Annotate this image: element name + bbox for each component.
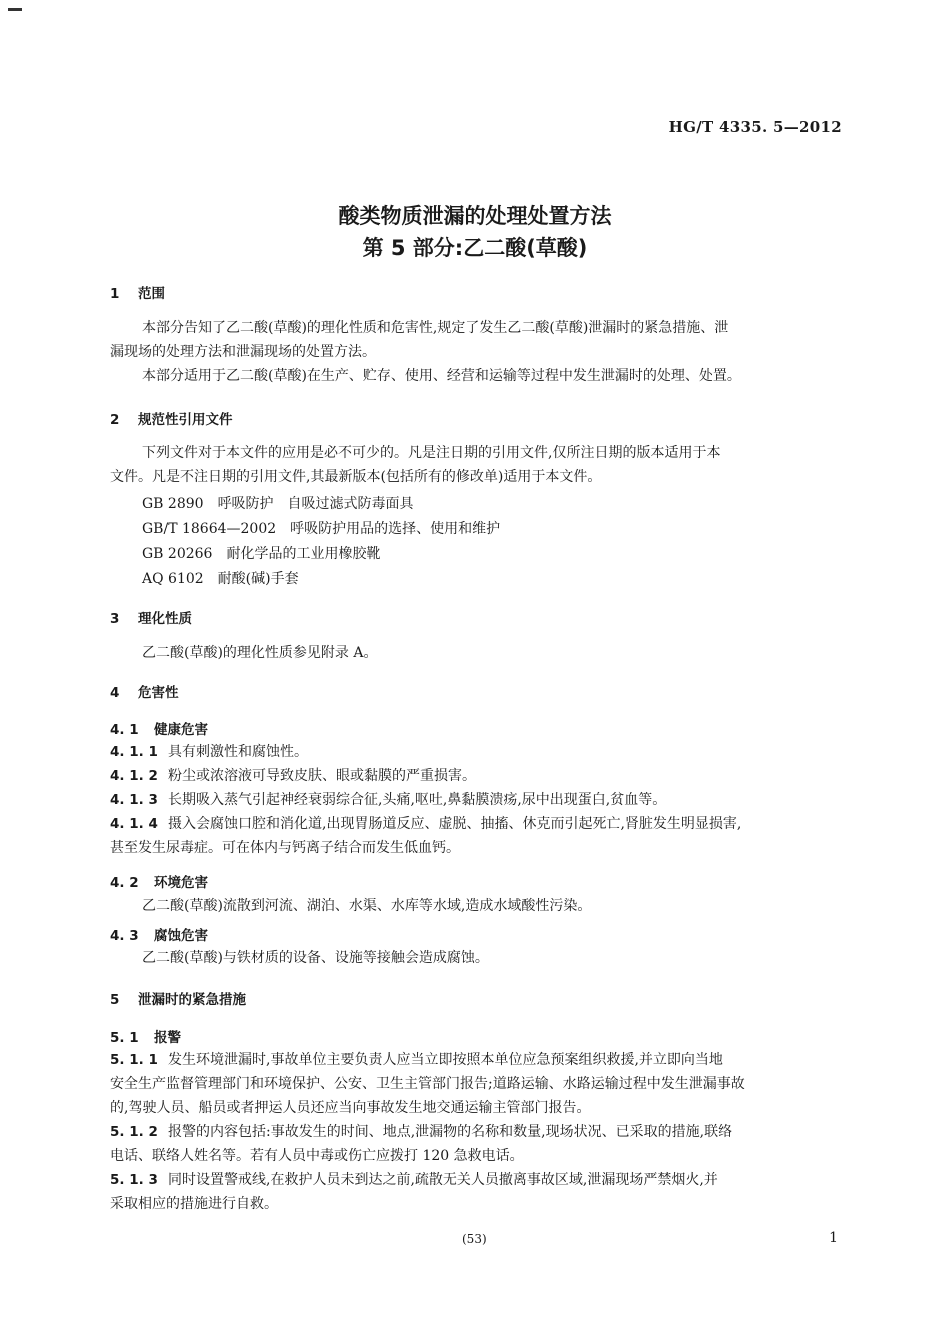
section-2-body: 下列文件对于本文件的应用是必不可少的。凡是注日期的引用文件,仅所注日期的版本适用于本 文件。凡是不注日期的引用文件,其最新版本(包括所有的修改单)适用于本文件。 [110,445,721,485]
section-3-body: 乙二酸(草酸)的理化性质参见附录 A。 [142,645,378,661]
reference-item: AQ 6102 耐酸(碱)手套 [142,571,299,587]
footer-page-number: 1 [829,1230,838,1246]
reference-item: GB 20266 耐化学品的工业用橡胶靴 [142,546,381,562]
section-5-heading: 5 泄漏时的紧急措施 [110,992,246,1008]
reference-item: GB/T 18664—2002 呼吸防护用品的选择、使用和维护 [142,521,501,537]
section-4-3-heading: 4. 3 腐蚀危害 [110,928,208,944]
document-subtitle: 第 5 部分:乙二酸(草酸) [362,236,588,260]
standard-code: HG/T 4335. 5—2012 [668,118,842,136]
section-5-1-items: 5. 1. 1 发生环境泄漏时,事故单位主要负责人应当立即按照本单位应急预案组织救援,并立即向当地 安全生产监督管理部门和环境保护、公安、卫生主管部门报告;道路运输、水路运输过程中发生泄漏事故 的,驾驶人员、船员或者押运人员还应当向事故发生地交通运输主管部门报告。 5. 1. 2 报警的内容包括:事故发生的时间、地点,泄漏物的名称和数量,现场状况、已采取的措施,联络 电话、联络人姓名等。若有人员中毒或伤亡应拨打 120 急救电话。 5. 1. 3 同时设置警戒线,在救护人员未到达之前,疏散无关人员撤离事故区域,泄漏现场严禁烟火,并 采取相应的措施进行自救。 [110,1052,745,1212]
footer-page-ref: (53) [462,1232,487,1246]
document-title: 酸类物质泄漏的处理处置方法 [338,204,612,228]
section-4-3-body: 乙二酸(草酸)与铁材质的设备、设施等接触会造成腐蚀。 [142,950,489,966]
section-4-2-heading: 4. 2 环境危害 [110,875,208,891]
reference-item: GB 2890 呼吸防护 自吸过滤式防毒面具 [142,496,414,512]
section-3-heading: 3 理化性质 [110,611,192,627]
section-4-1-heading: 4. 1 健康危害 [110,722,208,738]
scan-mark [8,8,22,11]
section-1-heading: 1 范围 [110,286,165,302]
section-4-2-body: 乙二酸(草酸)流散到河流、湖泊、水渠、水库等水域,造成水域酸性污染。 [142,898,592,914]
section-2-heading: 2 规范性引用文件 [110,412,233,428]
section-4-heading: 4 危害性 [110,685,179,701]
section-1-body: 本部分告知了乙二酸(草酸)的理化性质和危害性,规定了发生乙二酸(草酸)泄漏时的紧急措施、泄 漏现场的处理方法和泄漏现场的处置方法。 本部分适用于乙二酸(草酸)在生产、贮存、使用、经营和运输等过程中发生泄漏时的处理、处置。 [110,320,741,384]
section-5-1-heading: 5. 1 报警 [110,1030,181,1046]
section-4-1-items: 4. 1. 1 具有刺激性和腐蚀性。 4. 1. 2 粉尘或浓溶液可导致皮肤、眼或黏膜的严重损害。 4. 1. 3 长期吸入蒸气引起神经衰弱综合征,头痛,呕吐,鼻黏膜溃疡,尿中出现蛋白,贫血等。 4. 1. 4 摄入会腐蚀口腔和消化道,出现胃肠道反应、虚脱、抽搐、休克而引起死亡,肾脏发生明显损害, 甚至发生尿毒症。可在体内与钙离子结合而发生低血钙。 [110,744,742,856]
